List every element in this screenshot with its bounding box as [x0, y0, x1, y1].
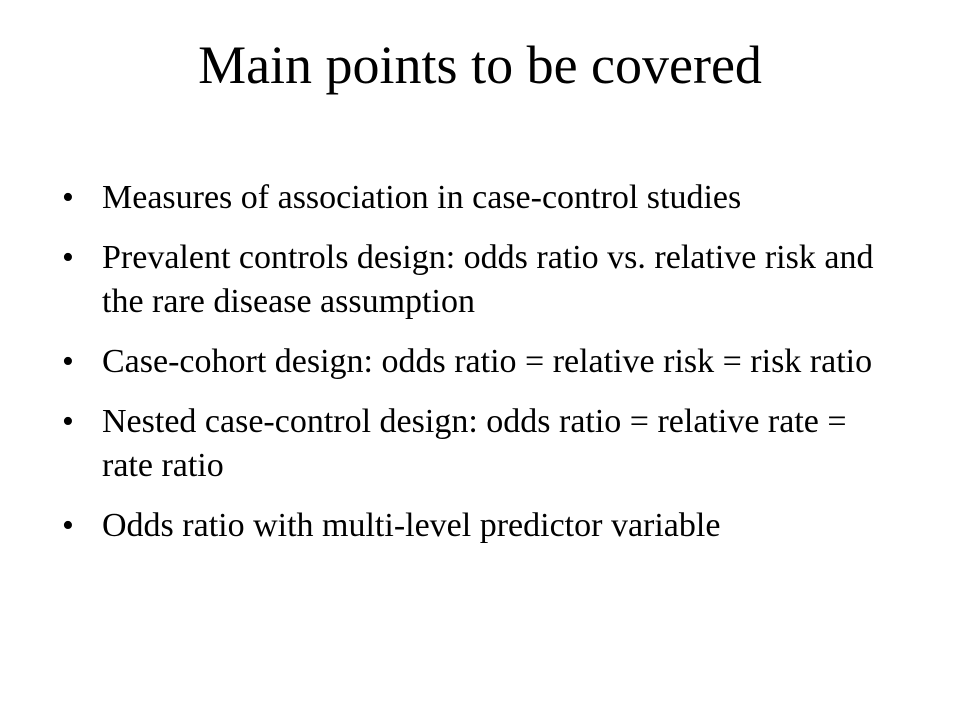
bullet-item [62, 176, 902, 220]
bullet-item [62, 504, 902, 548]
bullet-text: Measures of association in case-control studies [102, 179, 742, 216]
bullet-text: Odds ratio with multi-level predictor variable [102, 507, 721, 544]
bullet-icon: • [62, 179, 74, 216]
bullet-text: Case-cohort design: odds ratio = relative risk = risk ratio [102, 343, 873, 380]
bullet-item [62, 340, 902, 384]
bullet-list [62, 176, 902, 564]
bullet-icon: • [62, 239, 74, 276]
slide-title: Main points to be covered [198, 35, 762, 95]
bullet-text: Prevalent controls design: odds ratio vs. relative risk and the rare disease assumption [102, 239, 874, 320]
bullet-text: Nested case-control design: odds ratio = relative rate = rate ratio [102, 403, 847, 484]
bullet-icon: • [62, 343, 74, 380]
bullet-icon: • [62, 403, 74, 440]
bullet-item [62, 400, 902, 488]
bullet-icon: • [62, 507, 74, 544]
bullet-item [62, 236, 902, 324]
